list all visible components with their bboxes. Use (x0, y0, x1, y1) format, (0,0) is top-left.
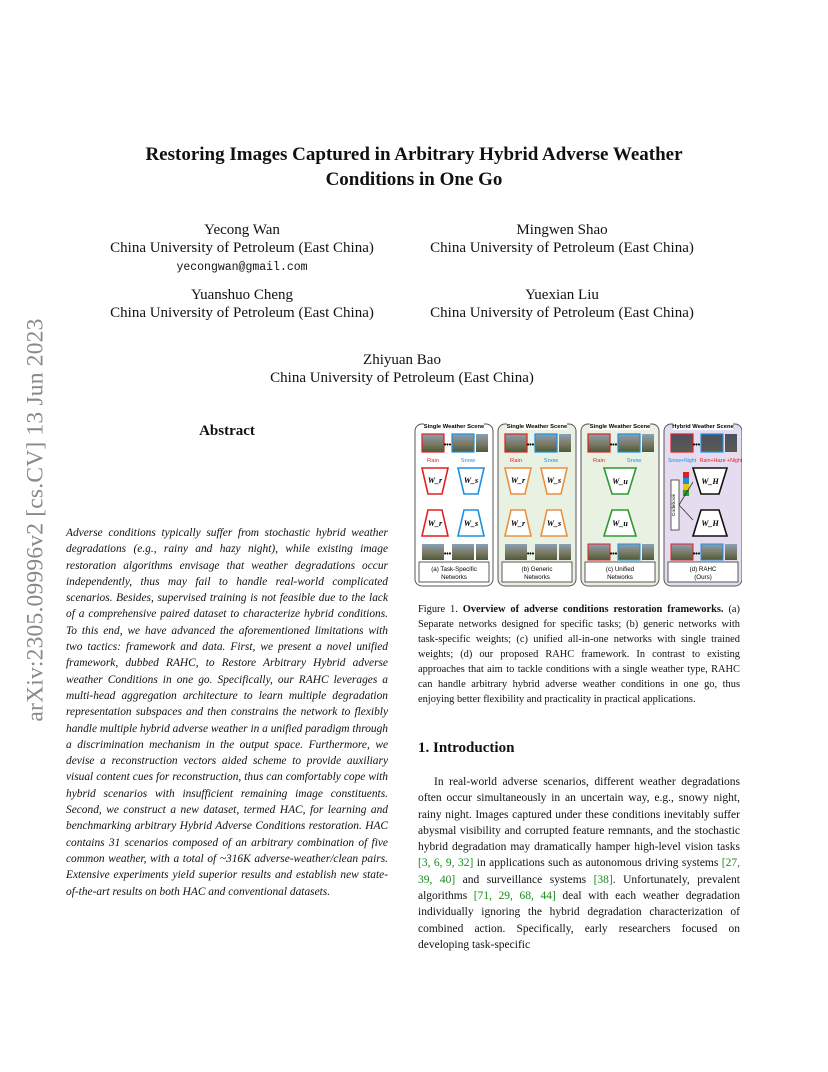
svg-text:Single Weather Scene: Single Weather Scene (589, 424, 651, 430)
panel-b (498, 420, 576, 586)
citation[interactable]: [71, 29, 68, 44] (473, 890, 556, 903)
author-block: Yuexian Liu China University of Petroleum (East China) (430, 287, 694, 321)
svg-text:Rain+Haze +Night: Rain+Haze +Night (699, 458, 742, 464)
svg-text:•••: ••• (526, 551, 535, 558)
svg-text:•••: ••• (692, 551, 701, 558)
svg-text:Snow+Night: Snow+Night (667, 458, 697, 464)
svg-text:•••: ••• (443, 442, 452, 449)
author-block: Mingwen Shao China University of Petroleum (East China) (430, 222, 694, 256)
svg-text:W_r: W_r (427, 476, 443, 485)
svg-text:W_r: W_r (510, 476, 526, 485)
svg-text:(c) Unified: (c) Unified (605, 566, 635, 573)
svg-text:(Ours): (Ours) (694, 574, 712, 581)
intro-body: In real-world adverse scenarios, different weather degradations often occur simultaneously in an uncertain way, e.g., snowy night, rainy night. Images captured under these conditions inevitably suffer abysmal visibility and corrupted feature remnants, and the stochastic hybrid degradation may dramatically hamper high-level vision tasks [3, 6, 9, 32] in applications such as autonomous driving systems [27, 39, 40] and surveillance systems [38]. Unfortunately, prevalent algorithms [71, 29, 68, 44] deal with each weather degradation individually ignoring the hybrid degradation characterization of combined action. Specifically, early researchers focused on developing task-specific (418, 776, 740, 951)
section-heading: 1. Introduction (418, 740, 515, 756)
svg-text:Single Weather Scene: Single Weather Scene (506, 424, 568, 430)
author-block: Yecong Wan China University of Petroleum (East China) yecongwan@gmail.com (96, 221, 388, 277)
author-block: Yuanshuo Cheng China University of Petroleum (East China) (110, 287, 374, 321)
svg-text:Snow: Snow (626, 458, 642, 464)
paper-title: Restoring Images Captured in Arbitrary Hybrid Adverse Weather Conditions in One Go (145, 144, 683, 190)
svg-text:Rain: Rain (593, 458, 605, 464)
svg-text:W_r: W_r (427, 519, 443, 528)
svg-text:W_r: W_r (510, 519, 526, 528)
codebook-label: Codebook (672, 494, 677, 516)
panel-a-header: Single Weather Scene (423, 424, 485, 430)
svg-text:Networks: Networks (441, 574, 467, 581)
svg-text:•••: ••• (609, 551, 618, 558)
panel-a-caption: (a) Task-Specific (431, 566, 477, 573)
svg-text:(b) Generic: (b) Generic (521, 566, 553, 573)
svg-text:•••: ••• (692, 442, 701, 449)
label-snow: Snow (460, 458, 476, 464)
panel-a (415, 420, 493, 586)
svg-text:W_u: W_u (612, 477, 628, 486)
figure-caption: Figure 1. Overview of adverse conditions restoration frameworks. (a) Separate networks designed for specific tasks; (b) generic networks with task-specific weights; (c) unified all-in-one networks with single trained weights; (d) our proposed RAHC framework. In contrast to existing approaches that aim to tackle conditions with a single weather type, RAHC can handle arbitrary hybrid adverse weather conditions in one go, thus enjoying better flexibility and practicality in practical applications. (418, 604, 740, 705)
citation[interactable]: [27, 39, 40] (418, 857, 740, 886)
svg-text:W_H: W_H (701, 477, 719, 486)
svg-text:Rain: Rain (510, 458, 522, 464)
svg-text:•••: ••• (526, 442, 535, 449)
abstract-body: Adverse conditions typically suffer from stochastic hybrid weather degradations (e.g., rainy and hazy night), while existing image restoration algorithms envisage that weather degradations occur independently, thus may fail to handle real-world complicated scenarios. Besides, supervised training is not feasible due to the lack of a comprehensive paired dataset to characterize hybrid conditions. To this end, we have advanced the aforementioned limitations with two tactics: framework and data. First, we present a novel unified framework, dubbed RAHC, to Restore Arbitrary Hybrid adverse weather Conditions in one go. Specifically, our RAHC leverages a multi-head aggregation architecture to learn multiple degradation representation subspaces and then constrains the network to flexibly handle multiple hybrid adverse weather in a unified paradigm through a discrimination mechanism in the output space. Furthermore, we devise a reconstruction vectors aided scheme to provide auxiliary visual content cues for reconstruction, thus can comfortably cope with hybrid scenarios with insufficient remaining image constituents. Second, we construct a new dataset, termed HAC, for learning and benchmarking arbitrary Hybrid Adverse Conditions restoration. HAC contains 31 scenarios composed of an arbitrary combination of five common weather, with a total of ~316K adverse-weather/clean pairs. Extensive experiments yield superior results and establish new state-of-the-art results on both HAC and conventional datasets. (66, 527, 388, 898)
panel-d (664, 420, 742, 586)
svg-text:W_u: W_u (612, 519, 628, 528)
svg-text:Snow: Snow (543, 458, 559, 464)
panel-c (581, 420, 659, 586)
figure-1 (414, 420, 742, 590)
svg-text:W_s: W_s (546, 519, 562, 528)
svg-text:Hybrid Weather Scene: Hybrid Weather Scene (672, 424, 734, 430)
svg-text:•••: ••• (609, 442, 618, 449)
label-rain: Rain (427, 458, 439, 464)
svg-text:(d) RAHC: (d) RAHC (689, 566, 717, 573)
svg-text:W_s: W_s (546, 476, 562, 485)
citation[interactable]: [38] (593, 873, 613, 886)
svg-text:•••: ••• (443, 551, 452, 558)
svg-text:W_H: W_H (701, 519, 719, 528)
svg-text:W_s: W_s (463, 519, 479, 528)
citation[interactable]: [3, 6, 9, 32] (418, 857, 474, 870)
svg-text:Networks: Networks (524, 574, 550, 581)
author-block: Zhiyuan Bao China University of Petroleum (East China) (270, 352, 534, 386)
author-email: yecongwan@gmail.com (176, 261, 308, 274)
abstract-heading: Abstract (199, 423, 255, 439)
svg-text:W_s: W_s (463, 476, 479, 485)
svg-text:Networks: Networks (607, 574, 633, 581)
